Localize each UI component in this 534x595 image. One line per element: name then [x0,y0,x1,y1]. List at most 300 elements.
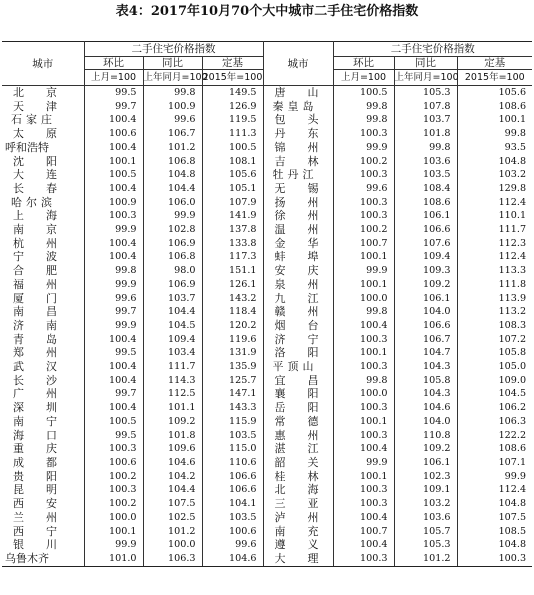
table-row [2,525,532,539]
city-name [263,428,341,443]
mom-value: 100.4 [333,319,394,333]
city-name [2,141,84,155]
sub-base-left: 2015年=100 [202,70,263,86]
table-row [2,360,532,374]
city-label: 泉州 [274,277,341,291]
city-name [263,483,341,497]
city-name [263,373,341,388]
base-value: 100.3 [457,552,532,566]
city-name [2,497,84,511]
city-label: 武汉 [13,360,79,374]
city-name [2,305,84,319]
base-value: 117.3 [202,250,263,264]
base-value: 108.1 [202,155,263,169]
yoy-value: 106.6 [394,319,457,333]
city-name [2,86,84,100]
city-label: 洛阳 [274,346,341,360]
city-label: 湛江 [274,442,341,456]
base-value: 100.1 [498,114,527,126]
yoy-value: 106.1 [394,292,457,306]
city-name [263,154,341,169]
yoy-value: 98.0 [143,264,202,278]
base-value: 103.5 [202,429,263,443]
city-label: 金华 [274,236,341,250]
base-value: 108.3 [498,319,527,331]
yoy-value: 106.7 [394,333,457,347]
base-value: 100.5 [202,141,263,155]
base-value: 106.3 [498,415,527,427]
base-value: 126.1 [202,278,263,292]
city-label: 青岛 [13,332,79,346]
city-label: 安庆 [274,264,341,278]
table-row [2,552,532,566]
mom-value: 99.6 [333,182,394,196]
city-label: 西安 [13,497,79,511]
city-label: 赣州 [274,305,341,319]
base-value: 131.9 [202,346,263,360]
city-label: 郑州 [13,346,79,360]
city-name [263,524,341,539]
base-value: 99.8 [504,128,527,140]
city-name [263,291,341,306]
city-label: 兰州 [13,510,79,524]
city-name [263,277,341,292]
col-base-left: 定基 [202,57,263,70]
base-value: 120.2 [202,319,263,333]
city-name [2,319,84,333]
city-label: 上海 [13,209,79,223]
table-row [2,127,532,141]
mom-value: 100.3 [333,360,394,374]
city-name [2,360,84,374]
yoy-value: 104.3 [394,387,457,401]
mom-value: 100.3 [333,429,394,443]
city-label: 扬州 [274,195,341,209]
city-label: 烟台 [274,318,341,332]
base-value: 111.3 [202,127,263,141]
mom-value: 99.9 [333,264,394,278]
table-row [2,456,532,470]
base-value: 112.4 [498,196,527,208]
mom-value: 100.6 [84,127,143,141]
table-row [2,209,532,223]
city-name [263,209,341,223]
yoy-value: 101.8 [394,127,457,141]
city-name [263,250,341,264]
city-name [2,209,84,223]
base-value: 104.1 [202,497,263,511]
city-name [263,538,341,552]
yoy-value: 103.5 [394,168,457,182]
yoy-value: 103.6 [394,511,457,525]
city-name [2,415,84,429]
city-name [263,86,341,100]
mom-value: 100.7 [333,525,394,539]
mom-value: 99.9 [84,223,143,237]
base-value: 151.1 [202,264,263,278]
mom-value: 100.1 [333,415,394,429]
mom-value: 100.3 [84,483,143,497]
city-name [2,442,84,456]
city-name [263,346,341,360]
group-header-right: 二手住宅价格指数 [333,42,532,57]
mom-value: 100.4 [84,113,143,127]
base-value: 118.4 [202,305,263,319]
base-value: 112.3 [498,237,527,249]
base-value: 119.6 [202,333,263,347]
table-row [2,155,532,169]
base-value: 111.8 [498,278,527,290]
base-value: 113.2 [498,306,527,318]
city-label: 济宁 [274,332,341,346]
city-name [263,100,333,114]
table-row [2,86,532,100]
yoy-value: 106.1 [394,209,457,223]
table-row [2,374,532,388]
city-label: 海口 [13,428,79,442]
city-label: 银川 [13,538,79,552]
table-row [2,442,532,456]
city-name [2,374,84,388]
mom-value: 99.9 [333,456,394,470]
yoy-value: 103.2 [394,497,457,511]
yoy-value: 106.3 [143,552,202,566]
mom-value: 100.3 [333,483,394,497]
mom-value: 100.0 [84,511,143,525]
city-label: 泸州 [274,510,341,524]
yoy-value: 105.8 [394,374,457,388]
city-name [2,113,84,127]
base-value: 143.3 [202,401,263,415]
city-label: 平顶山 [272,360,318,374]
mom-value: 100.2 [333,155,394,169]
base-value: 115.0 [202,442,263,456]
col-mom-left: 环比 [84,57,143,70]
mom-value: 100.3 [333,127,394,141]
city-label: 南京 [13,223,79,237]
mom-value: 100.5 [333,86,394,100]
yoy-value: 104.3 [394,360,457,374]
city-name [263,360,333,374]
yoy-value: 108.4 [394,182,457,196]
yoy-value: 101.1 [143,401,202,415]
base-value: 137.8 [202,223,263,237]
base-value: 111.7 [498,224,527,236]
table-row [2,141,532,155]
mom-value: 100.1 [333,346,394,360]
city-label: 常德 [274,414,341,428]
base-value: 143.2 [202,292,263,306]
table-row [2,182,532,196]
yoy-value: 109.2 [394,442,457,456]
city-name [2,470,84,484]
table-row [2,538,532,552]
yoy-value: 105.3 [394,86,457,100]
table-row [2,305,532,319]
yoy-value: 106.7 [143,127,202,141]
yoy-value: 104.2 [143,470,202,484]
mom-value: 99.7 [84,100,143,114]
yoy-value: 102.8 [143,223,202,237]
yoy-value: 104.5 [143,319,202,333]
yoy-value: 103.7 [143,292,202,306]
city-label: 九江 [274,291,341,305]
yoy-value: 106.0 [143,196,202,210]
mom-value: 100.4 [84,374,143,388]
city-label: 南昌 [13,305,79,319]
city-label: 唐山 [274,86,341,99]
col-base-right: 定基 [457,57,532,70]
yoy-value: 99.8 [394,141,457,155]
yoy-value: 100.0 [143,538,202,552]
city-name [263,168,333,182]
mom-value: 99.9 [84,278,143,292]
mom-value: 100.3 [333,209,394,223]
sub-mom-left: 上月=100 [84,70,143,86]
base-value: 107.2 [498,333,527,345]
base-value: 129.8 [498,182,527,194]
city-name [2,525,84,539]
mom-value: 99.6 [84,292,143,306]
yoy-value: 109.1 [394,483,457,497]
city-label: 广州 [13,387,79,401]
city-label: 遵义 [274,538,341,552]
yoy-value: 106.9 [143,278,202,292]
city-name [263,318,341,333]
mom-value: 100.4 [84,141,143,155]
base-value: 133.8 [202,237,263,251]
mom-value: 99.5 [84,346,143,360]
city-name [263,127,341,141]
yoy-value: 102.5 [143,511,202,525]
yoy-value: 104.0 [394,305,457,319]
city-name [2,387,84,401]
city-name [2,456,84,470]
mom-value: 100.4 [84,360,143,374]
table-row [2,250,532,264]
city-name [2,250,84,264]
yoy-value: 104.4 [143,182,202,196]
base-value: 93.5 [504,141,527,153]
mom-value: 99.9 [84,538,143,552]
table-row [2,292,532,306]
city-name [263,195,341,210]
yoy-value: 104.4 [143,305,202,319]
city-label: 乌鲁木齐 [5,551,49,565]
mom-value: 100.4 [333,511,394,525]
base-value: 99.9 [504,470,527,482]
mom-value: 100.3 [84,209,143,223]
mom-value: 100.1 [333,470,394,484]
mom-value: 100.4 [84,401,143,415]
city-label: 西宁 [13,524,79,538]
sub-yoy-right: 上年同月=100 [394,70,457,86]
base-value: 103.5 [202,511,263,525]
table-row [2,415,532,429]
base-value: 107.1 [498,456,527,468]
city-label: 长春 [13,181,79,195]
city-name [2,127,84,141]
base-value: 106.2 [498,402,527,414]
mom-value: 100.3 [333,333,394,347]
mom-value: 99.5 [84,86,143,100]
base-value: 108.6 [498,443,527,455]
mom-value: 100.1 [333,278,394,292]
mom-value: 100.4 [333,442,394,456]
city-label: 吉林 [274,154,341,168]
table-row [2,346,532,360]
city-label: 桂林 [274,469,341,483]
base-value: 112.4 [498,251,527,263]
city-name [2,401,84,415]
city-label: 蚌埠 [274,250,341,264]
table-row [2,387,532,401]
city-name [263,181,341,196]
base-value: 104.8 [498,498,527,510]
base-value: 99.6 [202,538,263,552]
city-name [2,346,84,360]
city-label: 宁波 [13,250,79,264]
table-body [2,86,532,567]
city-name [263,236,341,251]
base-value: 113.3 [498,265,527,277]
yoy-value: 104.4 [143,483,202,497]
city-name [2,223,84,237]
mom-value: 100.4 [333,538,394,552]
city-label: 杭州 [13,236,79,250]
city-name [263,414,341,429]
city-name [263,305,341,319]
city-name [2,278,84,292]
city-label: 哈尔滨 [11,195,56,209]
table-row [2,223,532,237]
mom-value: 100.4 [84,182,143,196]
mom-value: 100.7 [333,237,394,251]
yoy-value: 99.8 [143,86,202,100]
table-row [2,196,532,210]
city-label: 惠州 [274,428,341,442]
mom-value: 100.2 [333,223,394,237]
yoy-value: 104.7 [394,346,457,360]
city-label: 徐州 [274,209,341,223]
city-name [263,401,341,415]
city-name [263,469,341,484]
mom-value: 100.2 [84,470,143,484]
city-name [2,168,84,182]
city-name [263,264,341,278]
yoy-value: 101.2 [394,552,457,566]
mom-value: 100.3 [333,401,394,415]
yoy-value: 107.5 [143,497,202,511]
table-row [2,333,532,347]
sub-yoy-left: 上年同月=100 [143,70,202,86]
mom-value: 99.8 [333,100,394,114]
city-header-left: 城市 [2,42,84,86]
city-header-right: 城市 [263,42,333,86]
base-value: 115.9 [202,415,263,429]
base-value: 141.9 [202,209,263,223]
mom-value: 100.3 [333,196,394,210]
yoy-value: 109.2 [394,278,457,292]
city-label: 合肥 [13,264,79,278]
mom-value: 100.6 [84,456,143,470]
city-name [2,264,84,278]
city-label: 长沙 [13,373,79,387]
table-row [2,497,532,511]
table-row [2,237,532,251]
city-label: 锦州 [274,140,341,154]
yoy-value: 104.0 [394,415,457,429]
table-row [2,429,532,443]
city-label: 三亚 [274,497,341,511]
table-row [2,264,532,278]
base-value: 135.9 [202,360,263,374]
mom-value: 99.8 [333,113,394,127]
city-label: 厦门 [13,291,79,305]
base-value: 100.6 [202,525,263,539]
city-label: 无锡 [274,181,341,195]
base-value: 126.9 [202,100,263,114]
city-label: 宜昌 [274,373,341,387]
table-title: 表4：2017年10月70个大中城市二手住宅价格指数 [115,4,419,19]
table-row [2,511,532,525]
city-label: 丹东 [274,127,341,141]
city-label: 重庆 [13,442,79,456]
col-yoy-right: 同比 [394,57,457,70]
city-name [263,497,341,511]
city-name [263,113,341,127]
city-label: 深圳 [13,401,79,415]
yoy-value: 103.6 [394,155,457,169]
mom-value: 100.5 [84,415,143,429]
yoy-value: 104.6 [143,456,202,470]
price-index-table [2,41,532,567]
city-label: 牡丹江 [272,168,318,182]
mom-value: 99.8 [333,305,394,319]
mom-value: 99.9 [84,319,143,333]
base-value: 103.2 [498,169,527,181]
city-label: 贵阳 [13,469,79,483]
city-name [2,237,84,251]
mom-value: 100.5 [84,168,143,182]
city-label: 福州 [13,277,79,291]
city-label: 成都 [13,455,79,469]
base-value: 107.5 [498,511,527,523]
base-value: 104.5 [498,388,527,400]
city-label: 呼和浩特 [5,140,49,154]
city-label: 北京 [13,86,79,99]
base-value: 105.6 [498,87,527,98]
base-value: 112.4 [498,484,527,496]
mom-value: 99.5 [84,429,143,443]
base-value: 107.9 [202,196,263,210]
city-name [2,538,84,552]
base-value: 105.0 [498,361,527,373]
base-value: 109.0 [498,374,527,386]
mom-value: 100.0 [333,387,394,401]
yoy-value: 103.4 [143,346,202,360]
city-label: 温州 [274,223,341,237]
yoy-value: 109.4 [143,333,202,347]
base-value: 105.8 [498,347,527,359]
yoy-value: 104.6 [394,401,457,415]
mom-value: 100.3 [84,442,143,456]
city-label: 包头 [274,113,341,127]
yoy-value: 106.1 [394,456,457,470]
table-row [2,113,532,127]
base-value: 125.7 [202,374,263,388]
mom-value: 100.2 [84,497,143,511]
